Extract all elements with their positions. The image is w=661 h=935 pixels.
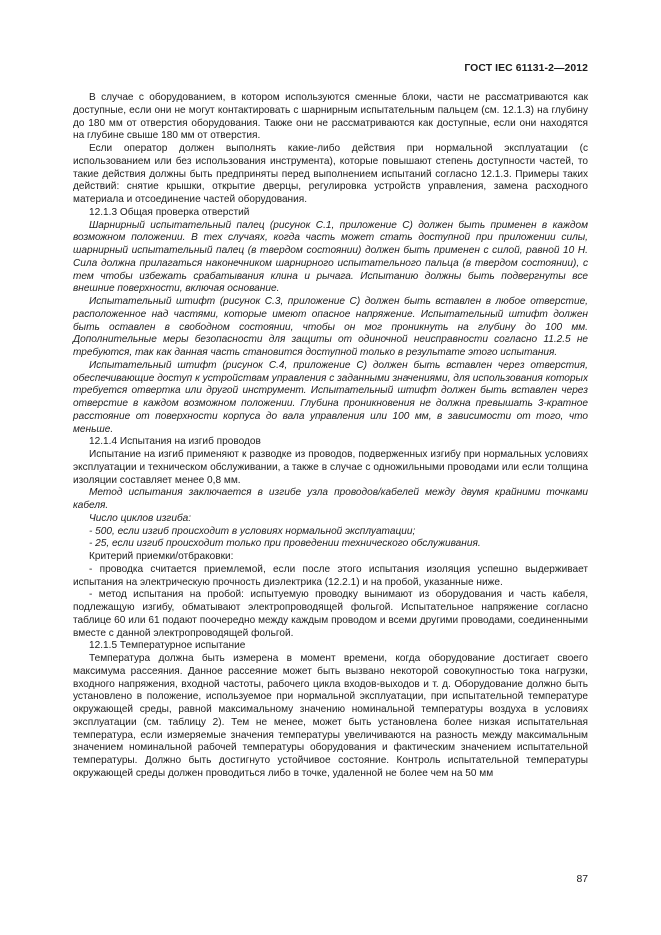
section-heading-12-1-4: 12.1.4 Испытания на изгиб проводов — [89, 436, 261, 448]
paragraph-test-pin-c4: Испытательный штифт (рисунок С.4, приложение С) должен быть вставлен через отверстия, обеспечивающие доступ к устройствам управления с заданными значениями, для использования которых требуется отвертка или другой инструмент. Испытательный штифт должен быть вставлен через отверстие в каждом возможном положении. Глубина проникновения не должна превышать 3-кратное расстояние от поверхности корпуса до вала управления или 100 мм, в зависимости от того, что меньше. — [73, 359, 588, 435]
page-number: 87 — [576, 874, 588, 885]
paragraph-bending-cycles-label: Число циклов изгиба: — [89, 512, 192, 524]
paragraph-acceptance-criteria-label: Критерий приемки/отбраковки: — [89, 551, 234, 562]
paragraph-bending-test-scope: Испытание на изгиб применяют к разводке из проводов, подверженных изгибу при нормальных условиях эксплуатации и техническом обслуживании, а также в случае с одножильными проводами или если толщина изоляции составляет менее 0,8 мм. — [73, 449, 588, 486]
paragraph-test-pin-c3: Испытательный штифт (рисунок С.3, приложение С) должен быть вставлен в любое отверстие, расположенное над частями, которые имеют опасное напряжение. Испытательный штифт должен быть оставлен в свободном состоянии, чтобы он мог проникнуть на глубину до 100 мм. Дополнительные меры безопасности для защиты от одиночной неисправности согласно 11.2.5 не требуются, так как данная часть становится доступной только в результате этого испытания. — [73, 296, 588, 358]
list-item-wiring-acceptable: - проводка считается приемлемой, если после этого испытания изоляция успешно выдерживает испытания на электрическую прочность диэлектрика (12.2.1) и на пробой, указанные ниже. — [73, 563, 588, 588]
list-item-cycles-normal: - 500, если изгиб происходит в условиях нормальной эксплуатации; — [89, 525, 416, 537]
section-heading-12-1-3: 12.1.3 Общая проверка отверстий — [89, 206, 250, 218]
paragraph-operator-actions: Если оператор должен выполнять какие-либо действия при нормальной эксплуатации (с использованием или без использования инструмента), которые повышают степень доступности частей, то такие действия должны быть предприняты перед выполнением испытаний согласно 12.1.3. Примеры таких действий: снятие крышки, открытие дверцы, регулировка устройств управления, замена расходного материала и отсоединение частей оборудования. — [73, 143, 588, 205]
paragraph-jointed-test-finger: Шарнирный испытательный палец (рисунок С.1, приложение С) должен быть применен в каждом возможном положении. В тех случаях, когда часть может стать доступной при приложении силы, шарнирный испытательный палец (в твердом состоянии) должен быть применен с силой, равной 10 Н. Сила должна прилагаться наконечником шарнирного испытательного пальца (в твердом состоянии), с тем чтобы избежать срабатывания клина и рычага. Испытанию должны быть подвергнуты все внешние поверхности, включая основание. — [73, 219, 588, 295]
paragraph-removable-units: В случае с оборудованием, в котором используются сменные блоки, части не рассматриваются как доступные, если они не могут контактировать с шарнирным испытательным пальцем (см. 12.1.3) на глубину до 180 мм от отверстия оборудования. Также они не рассматриваются как доступные, если они находятся на глубине свыше 180 мм от отверстия. — [73, 92, 588, 142]
document-header: ГОСТ IEC 61131-2—2012 — [464, 63, 588, 74]
list-item-cycles-maintenance: - 25, если изгиб происходит только при проведении технического обслуживания. — [89, 538, 481, 550]
document-body — [73, 92, 588, 781]
paragraph-temperature-test: Температура должна быть измерена в момент времени, когда оборудование достигает своего максимума рассеяния. Данное рассеяние может быть вызвано некоторой совокупностью тока нагрузки, входного напряжения, входной частоты, рабочего цикла входов-выходов и т. д. Оборудование должно быть установлено в положение, используемое при нормальной эксплуатации, при испытательной температуре окружающей среды, равной максимальному значению номинальной температуры воздуха в условиях эксплуатации (см. таблицу 2). Тем не менее, может быть установлена более низкая испытательная температура, если измеряемые значения температуры увеличиваются на разность между максимальным значением номинальной рабочей температуры оборудования и фактическим значением испытательной температуры. Должно быть достигнуто устойчивое состояние. Контроль испытательной температуры окружающей среды должен проводиться либо в точке, удаленной не более чем на 50 мм — [73, 653, 588, 779]
section-heading-12-1-5: 12.1.5 Температурное испытание — [89, 640, 246, 652]
list-item-breakdown-method: - метод испытания на пробой: испытуемую проводку вынимают из оборудования и часть кабеля, подлежащую изгибу, обматывают электропроводящей фольгой. Испытательное напряжение согласно таблице 60 или 61 подают поочередно между каждым проводом и всеми другими проводами, соединенными вместе с данной электропроводящей фольгой. — [73, 589, 588, 639]
paragraph-bending-test-method: Метод испытания заключается в изгибе узла проводов/кабелей между двумя крайними точками кабеля. — [73, 487, 588, 511]
